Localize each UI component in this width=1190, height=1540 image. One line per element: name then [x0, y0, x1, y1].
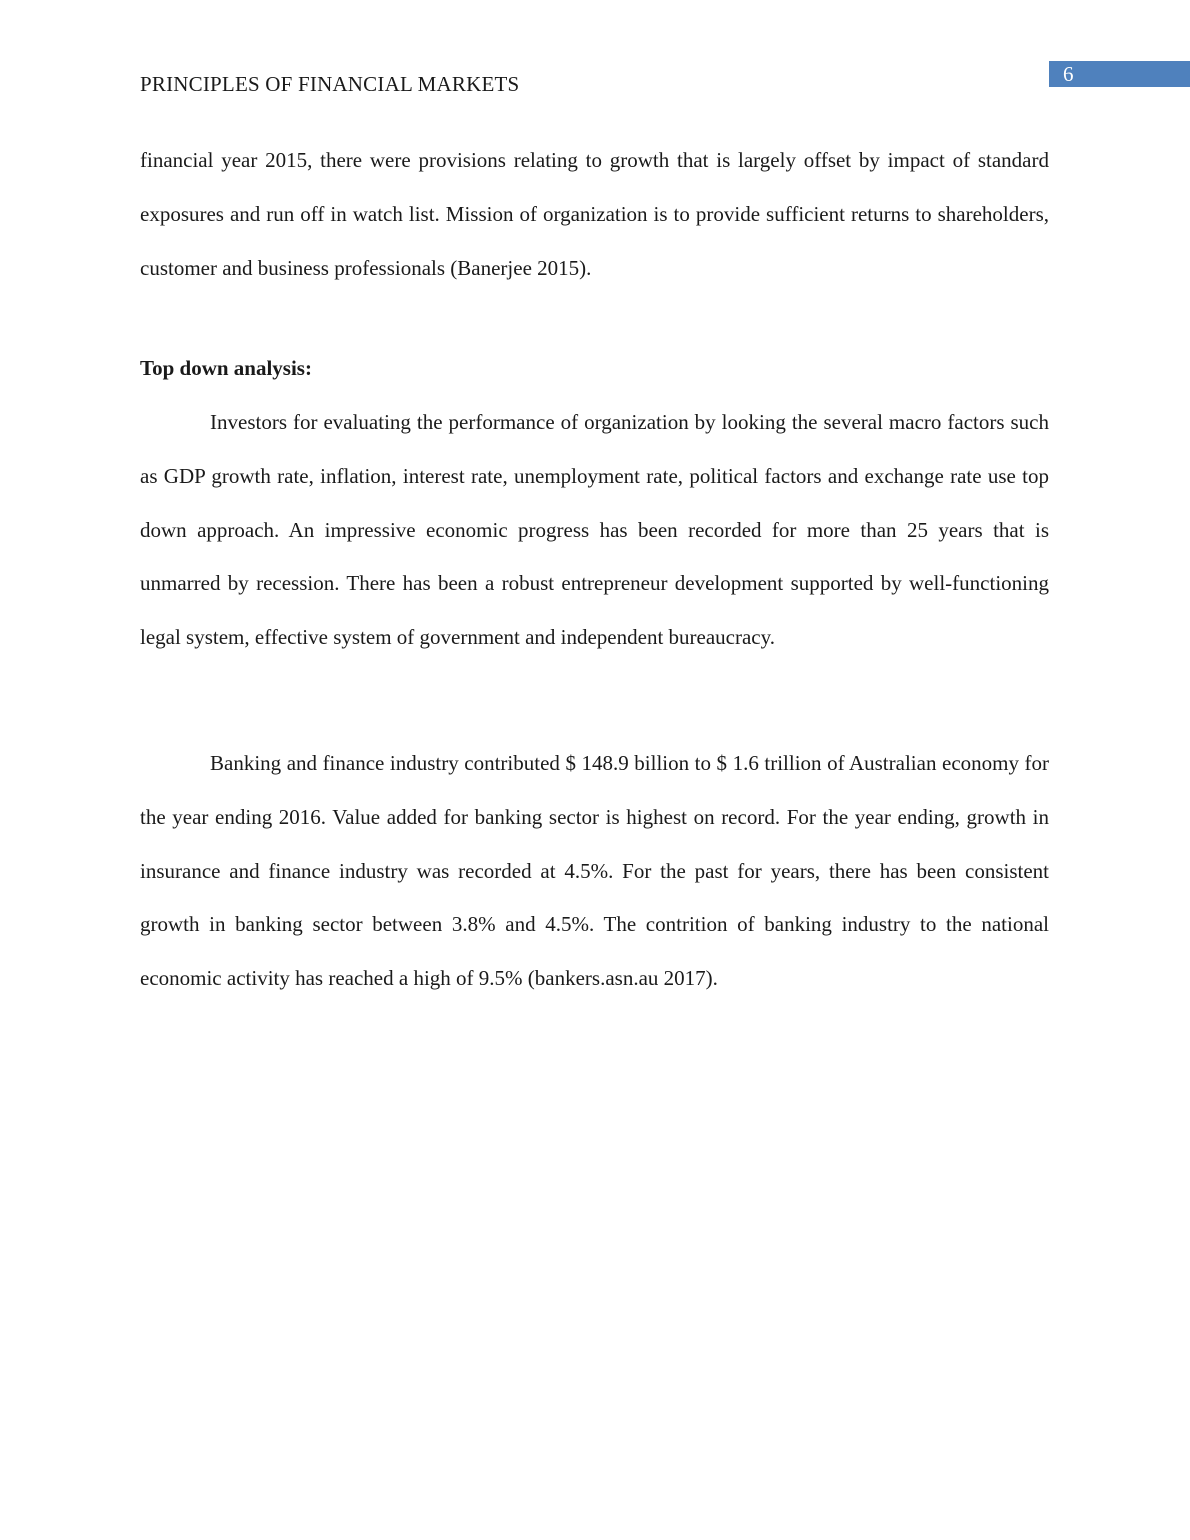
page-number-box	[1049, 61, 1190, 87]
paragraph-top-down-intro: Investors for evaluating the performance of organization by looking the several macro factors such as GDP growth rate, inflation, interest rate, unemployment rate, political factors and exchange rate use top down approach. An impressive economic progress has been recorded for more than 25 years that is unmarred by recession. There has been a robust entrepreneur development supported by well-functioning legal system, effective system of government and independent bureaucracy.	[140, 410, 1049, 650]
paragraph-banking-industry: Banking and finance industry contributed $ 148.9 billion to $ 1.6 trillion of Australian economy for the year ending 2016. Value added for banking sector is highest on record. For the year ending, growth in insurance and finance industry was recorded at 4.5%. For the past for years, there has been consistent growth in banking sector between 3.8% and 4.5%. The contrition of banking industry to the national economic activity has reached a high of 9.5% (bankers.asn.au 2017).	[140, 751, 1049, 991]
section-heading: Top down analysis:	[140, 356, 312, 380]
page-number: 6	[1063, 62, 1074, 86]
paragraph-continuation: financial year 2015, there were provisions relating to growth that is largely offset by impact of standard exposures and run off in watch list. Mission of organization is to provide sufficient returns to shareholders, customer and business professionals (Banerjee 2015).	[140, 148, 1049, 280]
running-head: PRINCIPLES OF FINANCIAL MARKETS	[140, 72, 520, 96]
